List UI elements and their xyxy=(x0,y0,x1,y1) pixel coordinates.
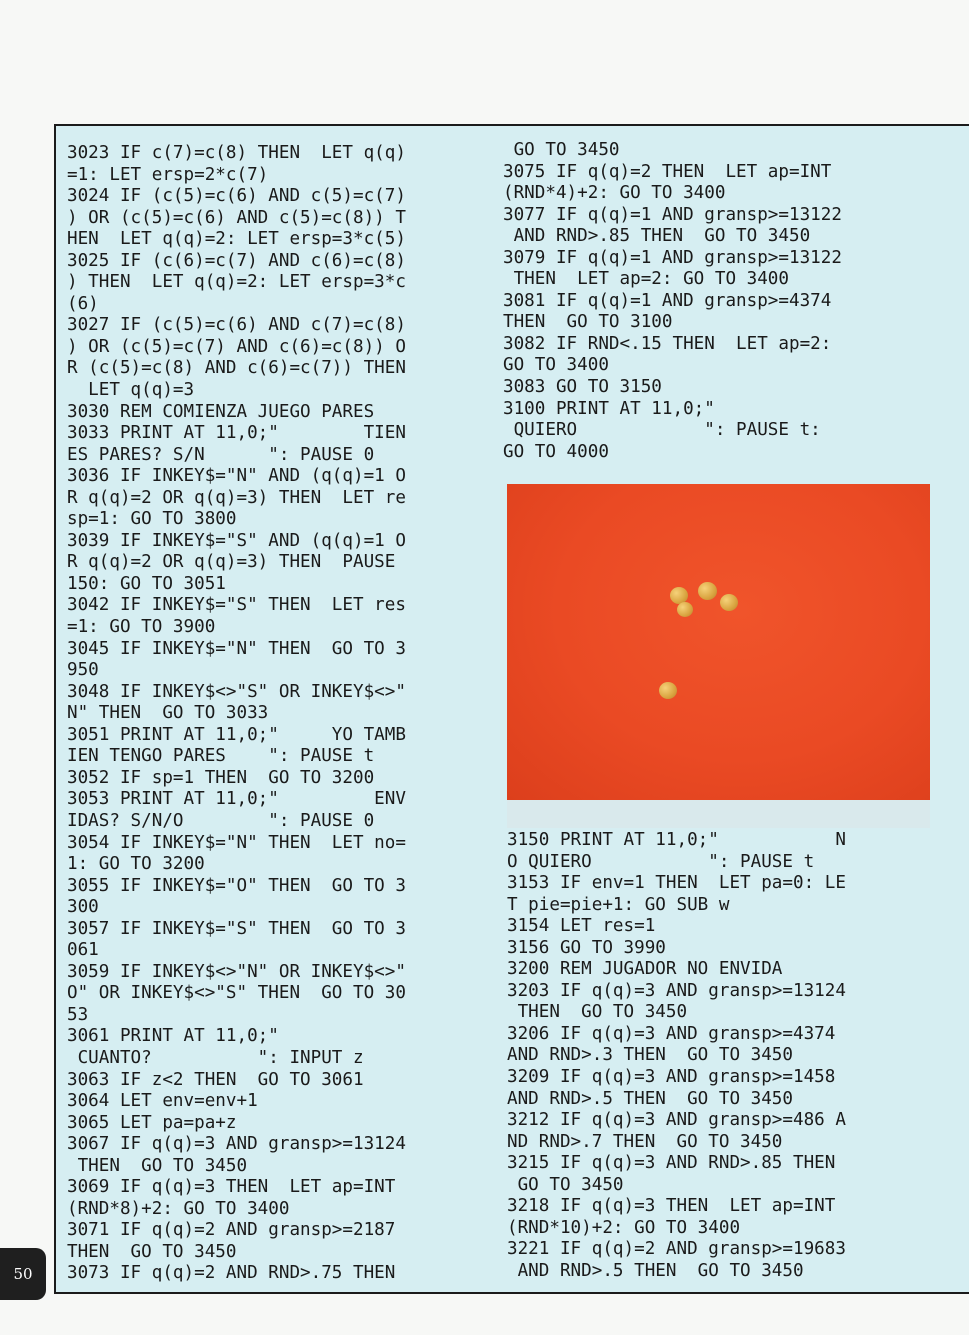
code-line: 3100 PRINT AT 11,0;" xyxy=(503,398,715,419)
code-line: 3081 IF q(q)=1 AND gransp>=4374 xyxy=(503,290,832,311)
code-line: 3059 IF INKEY$<>"N" OR INKEY$<>" xyxy=(67,961,406,982)
code-line: THEN GO TO 3450 xyxy=(507,1002,688,1023)
code-line: 300 xyxy=(67,897,99,918)
code-line: 3039 IF INKEY$="S" AND (q(q)=1 O xyxy=(67,530,406,551)
code-line: (RND*10)+2: GO TO 3400 xyxy=(507,1217,741,1238)
code-line: THEN GO TO 3450 xyxy=(67,1155,248,1176)
code-line: THEN LET ap=2: GO TO 3400 xyxy=(503,269,789,290)
code-line: =1: LET ersp=2*c(7) xyxy=(67,164,269,185)
code-line: R q(q)=2 OR q(q)=3) THEN PAUSE xyxy=(67,552,396,573)
code-line: 3212 IF q(q)=3 AND gransp>=486 A xyxy=(507,1110,846,1131)
code-line: 3156 GO TO 3990 xyxy=(507,937,666,958)
code-line: LET q(q)=3 xyxy=(67,380,195,401)
code-line: QUIERO ": PAUSE t: xyxy=(503,420,821,441)
code-line: 3209 IF q(q)=3 AND gransp>=1458 xyxy=(507,1067,836,1088)
code-line: ) OR (c(5)=c(6) AND c(5)=c(8)) T xyxy=(67,207,406,228)
listing-right-column-top xyxy=(503,140,842,463)
code-line: HEN LET q(q)=2: LET ersp=3*c(5) xyxy=(67,229,406,250)
code-line: (RND*8)+2: GO TO 3400 xyxy=(67,1198,290,1219)
code-line: T pie=pie+1: GO SUB w xyxy=(507,894,730,915)
code-line: N" THEN GO TO 3033 xyxy=(67,703,269,724)
code-line: sp=1: GO TO 3800 xyxy=(67,509,237,530)
code-line: AND RND>.85 THEN GO TO 3450 xyxy=(503,226,811,247)
code-line: 3071 IF q(q)=2 AND gransp>=2187 xyxy=(67,1220,396,1241)
photo-chickpeas xyxy=(507,484,930,800)
code-line: ND RND>.7 THEN GO TO 3450 xyxy=(507,1131,783,1152)
code-line: 3206 IF q(q)=3 AND gransp>=4374 xyxy=(507,1023,836,1044)
chickpea-2 xyxy=(677,602,693,617)
code-line: AND RND>.5 THEN GO TO 3450 xyxy=(507,1088,793,1109)
code-line: 3221 IF q(q)=2 AND gransp>=19683 xyxy=(507,1239,846,1260)
code-line: 3042 IF INKEY$="S" THEN LET res xyxy=(67,595,406,616)
code-line: 3153 IF env=1 THEN LET pa=0: LE xyxy=(507,873,846,894)
code-line: 3027 IF (c(5)=c(6) AND c(7)=c(8) xyxy=(67,315,406,336)
code-line: R (c(5)=c(8) AND c(6)=c(7)) THEN xyxy=(67,358,406,379)
code-line: AND RND>.3 THEN GO TO 3450 xyxy=(507,1045,793,1066)
code-line: ) THEN LET q(q)=2: LET ersp=3*c xyxy=(67,272,406,293)
code-line: 3069 IF q(q)=3 THEN LET ap=INT xyxy=(67,1177,396,1198)
chickpea-4 xyxy=(720,594,738,611)
code-line: GO TO 4000 xyxy=(503,441,609,462)
code-line: ES PARES? S/N ": PAUSE 0 xyxy=(67,444,375,465)
code-line: 3203 IF q(q)=3 AND gransp>=13124 xyxy=(507,980,846,1001)
code-line: 3083 GO TO 3150 xyxy=(503,377,662,398)
page-number: 50 xyxy=(0,1248,46,1300)
code-line: 3045 IF INKEY$="N" THEN GO TO 3 xyxy=(67,638,406,659)
listing-left-column xyxy=(67,143,406,1285)
code-line: =1: GO TO 3900 xyxy=(67,617,216,638)
code-line: 061 xyxy=(67,940,99,961)
code-line: GO TO 3450 xyxy=(507,1174,624,1195)
code-line: IEN TENGO PARES ": PAUSE t xyxy=(67,746,375,767)
code-line: 3054 IF INKEY$="N" THEN LET no= xyxy=(67,832,406,853)
code-line: 3025 IF (c(6)=c(7) AND c(6)=c(8) xyxy=(67,250,406,271)
code-line: O" OR INKEY$<>"S" THEN GO TO 30 xyxy=(67,983,406,1004)
code-line: 950 xyxy=(67,660,99,681)
code-line: 3215 IF q(q)=3 AND RND>.85 THEN xyxy=(507,1153,836,1174)
code-line: 3200 REM JUGADOR NO ENVIDA xyxy=(507,959,783,980)
code-line: 53 xyxy=(67,1004,89,1025)
code-line: 3053 PRINT AT 11,0;" ENV xyxy=(67,789,406,810)
code-line: 3048 IF INKEY$<>"S" OR INKEY$<>" xyxy=(67,681,406,702)
code-line: 3065 LET pa=pa+z xyxy=(67,1112,237,1133)
code-line: 3061 PRINT AT 11,0;" xyxy=(67,1026,279,1047)
code-line: 3154 LET res=1 xyxy=(507,916,656,937)
code-line: R q(q)=2 OR q(q)=3) THEN LET re xyxy=(67,487,406,508)
code-line: AND RND>.5 THEN GO TO 3450 xyxy=(507,1260,804,1281)
listing-right-column-bottom xyxy=(507,830,846,1282)
code-line: THEN GO TO 3450 xyxy=(67,1241,237,1262)
code-line: 3033 PRINT AT 11,0;" TIEN xyxy=(67,423,406,444)
code-line: 3150 PRINT AT 11,0;" N xyxy=(507,830,846,850)
code-line: 3051 PRINT AT 11,0;" YO TAMB xyxy=(67,724,406,745)
code-line: 3030 REM COMIENZA JUEGO PARES xyxy=(67,401,375,422)
code-line: 3077 IF q(q)=1 AND gransp>=13122 xyxy=(503,204,842,225)
code-line: (6) xyxy=(67,293,99,314)
code-line: CUANTO? ": INPUT z xyxy=(67,1047,364,1068)
code-line: IDAS? S/N/O ": PAUSE 0 xyxy=(67,810,375,831)
code-line: 3073 IF q(q)=2 AND RND>.75 THEN xyxy=(67,1263,396,1284)
code-line: 3075 IF q(q)=2 THEN LET ap=INT xyxy=(503,161,832,182)
code-line: 150: GO TO 3051 xyxy=(67,573,226,594)
code-line: 3057 IF INKEY$="S" THEN GO TO 3 xyxy=(67,918,406,939)
code-line: GO TO 3450 xyxy=(503,140,620,160)
code-line: 3079 IF q(q)=1 AND gransp>=13122 xyxy=(503,247,842,268)
code-line: 3055 IF INKEY$="O" THEN GO TO 3 xyxy=(67,875,406,896)
code-line: 3023 IF c(7)=c(8) THEN LET q(q) xyxy=(67,143,406,163)
code-line: (RND*4)+2: GO TO 3400 xyxy=(503,183,726,204)
photo-bottom-strip xyxy=(507,800,930,828)
chickpea-3 xyxy=(698,582,717,600)
code-line: 3036 IF INKEY$="N" AND (q(q)=1 O xyxy=(67,466,406,487)
code-line: ) OR (c(5)=c(7) AND c(6)=c(8)) O xyxy=(67,336,406,357)
code-line: 3024 IF (c(5)=c(6) AND c(5)=c(7) xyxy=(67,186,406,207)
code-line: 3067 IF q(q)=3 AND gransp>=13124 xyxy=(67,1134,406,1155)
code-line: 3052 IF sp=1 THEN GO TO 3200 xyxy=(67,767,375,788)
code-line: 1: GO TO 3200 xyxy=(67,854,205,875)
code-line: O QUIERO ": PAUSE t xyxy=(507,851,815,872)
code-line: THEN GO TO 3100 xyxy=(503,312,673,333)
code-line: 3063 IF z<2 THEN GO TO 3061 xyxy=(67,1069,364,1090)
code-line: 3064 LET env=env+1 xyxy=(67,1091,258,1112)
code-line: GO TO 3400 xyxy=(503,355,609,376)
chickpea-5 xyxy=(659,682,677,699)
code-line: 3218 IF q(q)=3 THEN LET ap=INT xyxy=(507,1196,836,1217)
code-line: 3082 IF RND<.15 THEN LET ap=2: xyxy=(503,333,832,354)
